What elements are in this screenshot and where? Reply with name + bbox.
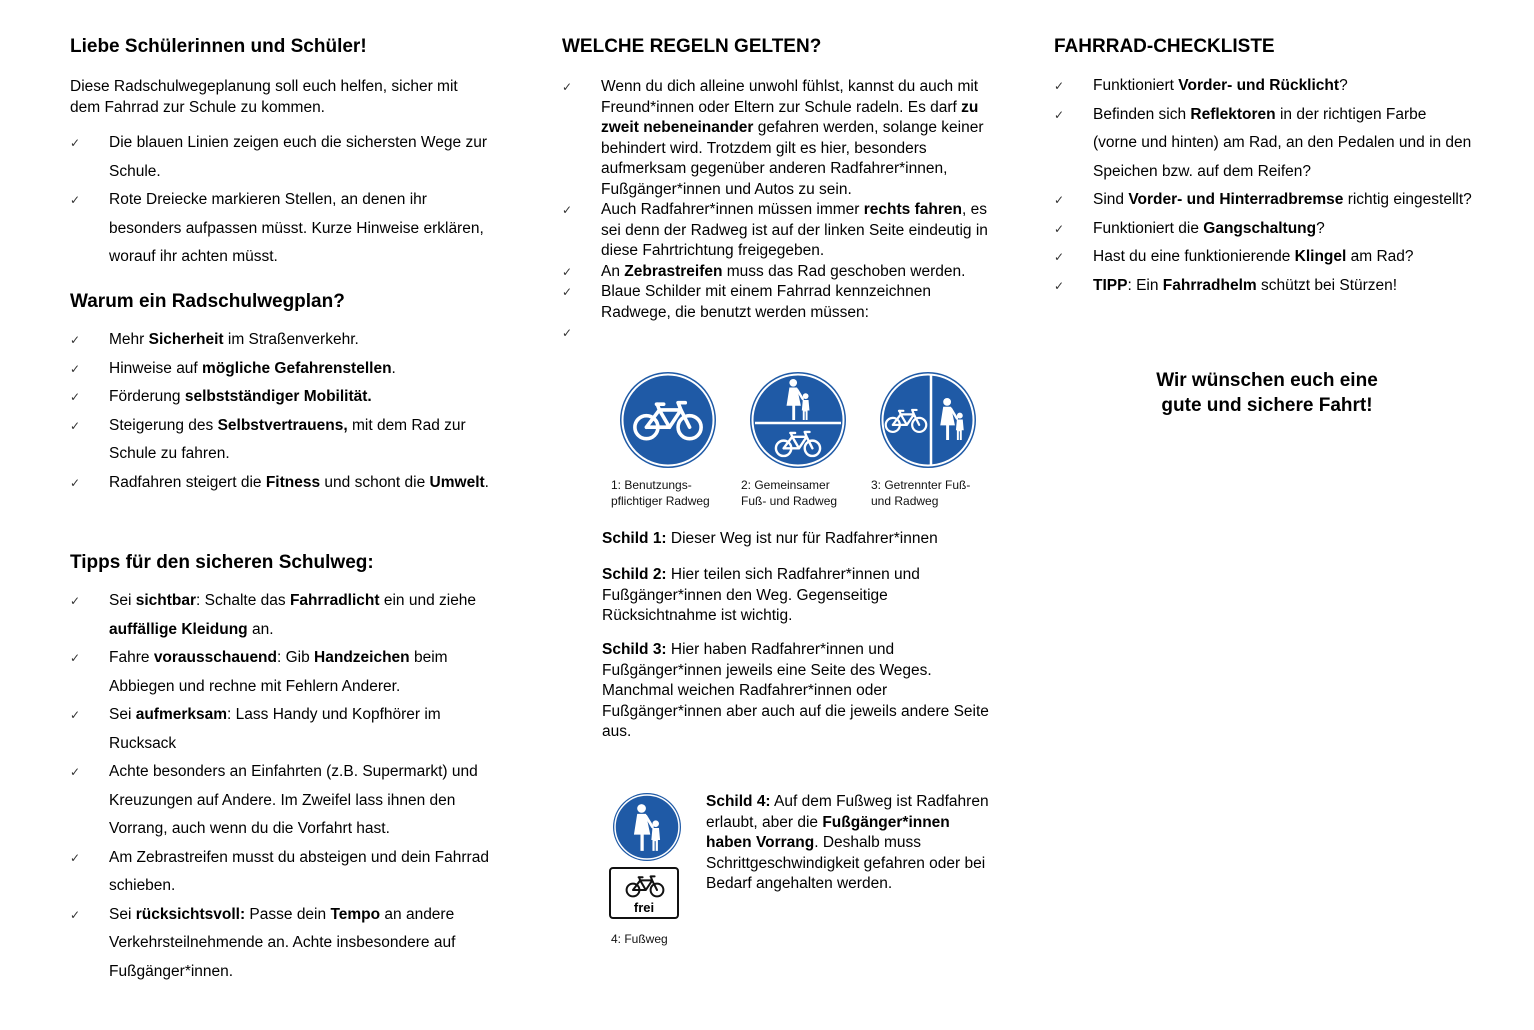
why-title: Warum ein Radschulwegplan? — [70, 291, 345, 312]
check-mark-icon: ✓ — [562, 203, 573, 217]
frei-label: frei — [633, 900, 655, 915]
list-item — [70, 701, 490, 758]
check-mark-icon: ✓ — [1054, 221, 1065, 236]
closing-message — [1084, 368, 1450, 418]
sign-3-caption-line2: und Radweg — [871, 493, 939, 508]
check-mark-icon: ✓ — [70, 475, 81, 490]
list-item-text: Blaue Schilder mit einem Fahrrad kennzeichnen Radwege, die benutzt werden müssen: — [601, 283, 931, 321]
check-mark-icon: ✓ — [1054, 278, 1065, 293]
list-item — [562, 77, 992, 200]
shared-path-sign-icon — [749, 371, 847, 469]
check-mark-icon: ✓ — [70, 390, 81, 404]
list-item — [70, 901, 490, 987]
schild-3-text: Schild 3: Hier haben Radfahrer*innen und Fußgänger*innen jeweils eine Seite des Weges. Manchmal weichen Radfahrer*innen oder Fußgänger*innen aber auch auf die jeweils andere Seite aus. — [602, 641, 989, 740]
sign-2-caption — [741, 478, 837, 509]
list-item-text: Mehr Sicherheit im Straßenverkehr. — [109, 331, 359, 348]
check-mark-icon: ✓ — [1054, 79, 1065, 93]
list-item — [1054, 243, 1474, 272]
check-mark-icon: ✓ — [70, 361, 81, 376]
sign-4-frei-plate — [609, 867, 679, 919]
greeting-title: Liebe Schülerinnen und Schüler! — [70, 36, 367, 57]
check-mark-icon: ✓ — [70, 907, 81, 922]
schild-4-text: Schild 4: Auf dem Fußweg ist Radfahren erlaubt, aber die Fußgänger*innen haben Vorrang. Deshalb muss Schrittgeschwindigkeit gefahren oder bei Bedarf angehalten werden. — [706, 793, 989, 892]
list-item — [70, 758, 490, 844]
sign-3-caption-line1: 3: Getrennter Fuß- — [871, 478, 971, 492]
list-item-text: Sei sichtbar: Schalte das Fahrradlicht ein und ziehe auffällige Kleidung an. — [109, 592, 477, 638]
separated-path-sign-icon — [879, 371, 977, 469]
list-item-text: Auch Radfahrer*innen müssen immer rechts fahren, es sei denn der Radweg ist auf der linken Seite eindeutig in diese Fahrtrichtung freigegeben. — [601, 201, 988, 259]
list-item-text: Am Zebrastreifen musst du absteigen und dein Fahrrad schieben. — [109, 848, 489, 894]
list-item — [1054, 72, 1474, 101]
check-mark-icon: ✓ — [70, 193, 81, 207]
list-item — [70, 644, 490, 701]
list-item-text: Fahre vorausschauend: Gib Handzeichen beim Abbiegen und rechne mit Fehlern Anderer. — [109, 649, 448, 695]
closing-line-2: gute und sichere Fahrt! — [1161, 395, 1373, 416]
check-mark-icon: ✓ — [70, 136, 81, 150]
sign-2-shared-path — [749, 371, 847, 474]
list-item-text: Wenn du dich alleine unwohl fühlst, kannst du auch mit Freund*innen oder Eltern zur Schule radeln. Es darf zu zweit nebeneinander gefahren werden, solange keiner behindert wird. Trotzdem gilt es hier, besonders aufmerksam gegenüber anderen Radfahrer*innen, Fußgänger*innen und Autos zu sein. — [601, 78, 984, 198]
intro-list — [70, 129, 500, 272]
sign-3-caption — [871, 478, 970, 509]
bicycle-icon — [625, 874, 665, 898]
list-item — [70, 587, 490, 644]
check-mark-icon: ✓ — [562, 264, 573, 279]
bike-path-sign-icon — [619, 371, 717, 469]
list-item — [562, 282, 992, 323]
sign-2-caption-line1: 2: Gemeinsamer — [741, 478, 830, 492]
list-item — [70, 326, 510, 355]
list-item — [70, 844, 490, 901]
intro-text: Diese Radschulwegeplanung soll euch helfen, sicher mit dem Fahrrad zur Schule zu kommen. — [70, 78, 458, 116]
list-item-text: Funktioniert Vorder- und Rücklicht? — [1093, 77, 1348, 94]
list-item — [70, 186, 500, 272]
check-mark-icon: ✓ — [70, 765, 81, 779]
list-item — [562, 200, 992, 262]
list-item-text: Befinden sich Reflektoren in der richtigen Farbe (vorne und hinten) am Rad, an den Pedalen und in den Speichen bzw. auf dem Reifen? — [1093, 105, 1472, 180]
closing-line-1: Wir wünschen euch eine — [1156, 370, 1378, 391]
footpath-sign-icon — [612, 792, 682, 862]
sign-1-caption-line2: pflichtiger Radweg — [611, 493, 710, 508]
sign-1-caption-line1: 1: Benutzungs- — [611, 478, 692, 492]
list-item-text: Rote Dreiecke markieren Stellen, an denen ihr besonders aufpassen müsst. Kurze Hinweise erklären, worauf ihr achten müsst. — [109, 191, 484, 265]
check-mark-icon: ✓ — [70, 594, 81, 608]
list-item — [1054, 186, 1474, 215]
check-mark-icon: ✓ — [1054, 250, 1065, 264]
list-item — [1054, 215, 1474, 244]
check-mark-icon: ✓ — [1054, 107, 1065, 122]
check-mark-icon: ✓ — [70, 850, 81, 865]
list-item-text: Sei aufmerksam: Lass Handy und Kopfhörer im Rucksack — [109, 706, 441, 752]
list-item-text: Achte besonders an Einfahrten (z.B. Supermarkt) und Kreuzungen auf Andere. Im Zweifel lass ihnen den Vorrang, auch wenn du die Vorfahrt hast. — [109, 763, 478, 837]
check-mark-icon: ✓ — [70, 651, 81, 665]
check-mark-icon: ✓ — [562, 326, 573, 340]
sign-4-footpath — [612, 792, 682, 867]
list-item — [70, 469, 510, 498]
list-item — [70, 412, 510, 469]
list-item-text: Hinweise auf mögliche Gefahrenstellen. — [109, 359, 396, 377]
list-item-text: Hast du eine funktionierende Klingel am Rad? — [1093, 248, 1414, 265]
sign-1-bicycle-path — [619, 371, 717, 474]
list-item-text: An Zebrastreifen muss das Rad geschoben werden. — [601, 262, 966, 280]
check-mark-icon: ✓ — [1054, 193, 1065, 207]
sign-4-caption: 4: Fußweg — [611, 932, 668, 946]
checklist — [1054, 72, 1474, 300]
list-item-text: TIPP: Ein Fahrradhelm schützt bei Stürzen! — [1093, 276, 1398, 294]
list-item-text: Förderung selbstständiger Mobilität. — [109, 388, 372, 405]
list-item-text: Funktioniert die Gangschaltung? — [1093, 219, 1325, 237]
list-item — [1054, 101, 1474, 187]
check-mark-icon: ✓ — [562, 80, 573, 94]
tips-title: Tipps für den sicheren Schulweg: — [70, 552, 374, 573]
check-mark-icon: ✓ — [70, 333, 81, 347]
checklist-title: FAHRRAD-CHECKLISTE — [1054, 36, 1275, 57]
list-item-text: Sind Vorder- und Hinterradbremse richtig eingestellt? — [1093, 191, 1472, 208]
check-mark-icon: ✓ — [70, 708, 81, 722]
schild-2-text: Schild 2: Hier teilen sich Radfahrer*innen und Fußgänger*innen den Weg. Gegenseitige Rücksichtnahme ist wichtig. — [602, 566, 920, 624]
list-item-text: Steigerung des Selbstvertrauens, mit dem Rad zur Schule zu fahren. — [109, 416, 466, 462]
rules-list — [562, 77, 992, 343]
sign-1-caption — [611, 478, 710, 509]
schild-1-text: Schild 1: Dieser Weg ist nur für Radfahrer*innen — [602, 530, 938, 547]
sign-3-separated-path — [879, 371, 977, 474]
sign-2-caption-line2: Fuß- und Radweg — [741, 493, 838, 508]
list-item — [70, 383, 510, 412]
list-item — [562, 262, 992, 283]
list-item — [1054, 272, 1474, 301]
list-item-text: Die blauen Linien zeigen euch die sichersten Wege zur Schule. — [109, 134, 487, 180]
list-item — [70, 129, 500, 186]
list-item — [70, 355, 510, 384]
rules-title: WELCHE REGELN GELTEN? — [562, 36, 822, 57]
tips-list — [70, 587, 490, 986]
check-mark-icon: ✓ — [70, 418, 81, 433]
why-list — [70, 326, 510, 497]
list-item-text: Sei rücksichtsvoll: Passe dein Tempo an andere Verkehrsteilnehmende an. Achte insbesondere auf Fußgänger*innen. — [109, 905, 456, 980]
list-item-text: Radfahren steigert die Fitness und schont die Umwelt. — [109, 473, 489, 491]
check-mark-icon: ✓ — [562, 285, 573, 299]
list-item — [562, 323, 992, 343]
